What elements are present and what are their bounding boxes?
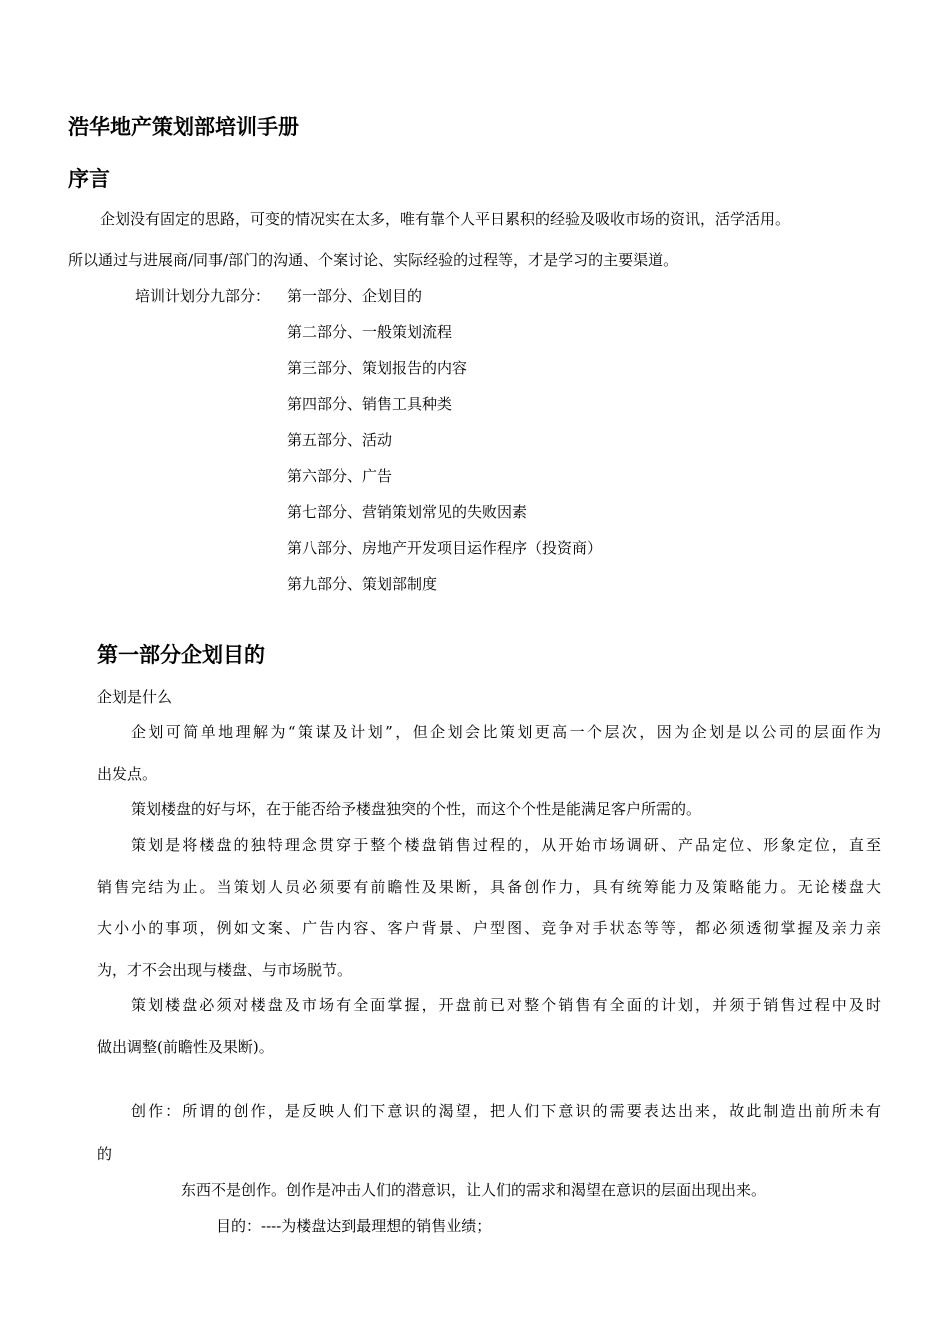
part1-heading: 第一部分企划目的 [97,643,265,667]
paragraph-line: 东西不是创作。创作是冲击人们的潜意识，让人们的需求和渴望在意识的层面出现出来。 [181,1181,767,1199]
training-plan-intro: 培训计划分九部分： [135,287,271,305]
paragraph-line: 创作：所谓的创作，是反映人们下意识的渴望，把人们下意识的需要表达出来，故此制造出前所未有 [131,1102,881,1120]
paragraph-line: 企划可简单地理解为“策谋及计划”，但企划会比策划更高一个层次，因为企划是以公司的层面作为 [131,723,881,741]
paragraph-line: 为，才不会出现与楼盘、与市场脱节。 [97,961,353,979]
training-part-item: 第八部分、房地产开发项目运作程序（投资商） [287,539,603,557]
paragraph-line: 策划楼盘的好与坏，在于能否给予楼盘独突的个性，而这个个性是能满足客户所需的。 [131,800,702,818]
part1-subheading: 企划是什么 [97,688,173,706]
paragraph-line: 销售完结为止。当策划人员必须要有前瞻性及果断，具备创作力，具有统筹能力及策略能力。无论楼盘大 [97,878,881,896]
purpose-line: 目的：----为楼盘达到最理想的销售业绩； [216,1217,492,1235]
preface-heading: 序言 [68,167,110,191]
paragraph-line: 做出调整(前瞻性及果断)。 [97,1038,274,1056]
training-part-item: 第三部分、策划报告的内容 [287,359,468,377]
training-part-item: 第一部分、企划目的 [287,287,423,305]
paragraph-line: 大小小的事项，例如文案、广告内容、客户背景、户型图、竞争对手状态等等，都必须透彻掌握及亲力亲 [97,919,881,937]
training-part-item: 第六部分、广告 [287,467,393,485]
document-title: 浩华地产策划部培训手册 [68,115,299,139]
preface-paragraph-line: 所以通过与进展商/同事/部门的沟通、个案讨论、实际经验的过程等，才是学习的主要渠道。 [68,251,679,269]
preface-paragraph-line: 企划没有固定的思路，可变的情况实在太多，唯有靠个人平日累积的经验及吸收市场的资讯，活学活用。 [100,210,791,228]
paragraph-line: 策划楼盘必须对楼盘及市场有全面掌握，开盘前已对整个销售有全面的计划，并须于销售过程中及时 [131,996,881,1014]
paragraph-line: 的 [97,1145,113,1163]
training-part-item: 第二部分、一般策划流程 [287,323,453,341]
paragraph-line: 策划是将楼盘的独特理念贯穿于整个楼盘销售过程的，从开始市场调研、产品定位、形象定位，直至 [131,836,881,854]
training-part-item: 第九部分、策划部制度 [287,575,438,593]
training-part-item: 第七部分、营销策划常见的失败因素 [287,503,528,521]
training-part-item: 第五部分、活动 [287,431,393,449]
paragraph-line: 出发点。 [97,765,158,783]
training-part-item: 第四部分、销售工具种类 [287,395,453,413]
